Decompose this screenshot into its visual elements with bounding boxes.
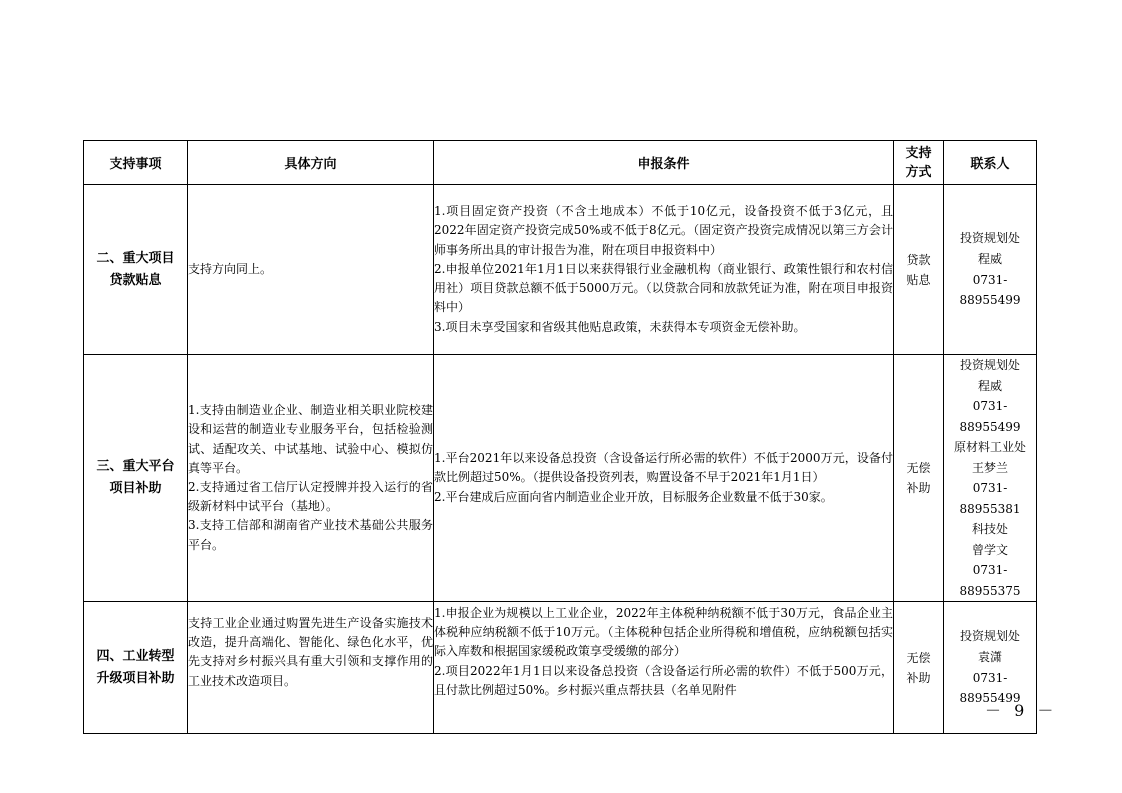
policy-table [83, 140, 1037, 734]
direction-text: 支持工业企业通过购置先进生产设备实施技术改造，提升高端化、智能化、绿色化水平，优先支持对乡村振兴具有重大引领和支撑作用的工业技术改造项目。 [188, 616, 433, 688]
contact-line: 袁潇 [977, 649, 1002, 664]
contact-line: 0731-88955381 [959, 481, 1021, 516]
category-line: 三、重大平台 [96, 459, 175, 474]
contact-line: 0731-88955375 [959, 563, 1021, 598]
header-method [894, 141, 944, 185]
contact-line: 0731-88955499 [959, 399, 1021, 434]
category-line: 二、重大项目 [96, 250, 175, 266]
contact-line: 科技处 [971, 522, 1008, 536]
contact-line: 0731-88955499 [959, 670, 1021, 706]
direction-item: 2.支持通过省工信厅认定授牌并投入运行的省级新材料中试平台（基地）。 [188, 480, 433, 514]
row-direction [188, 602, 434, 734]
contact-line: 曾学文 [971, 542, 1008, 557]
contact-line: 0731-88955499 [959, 272, 1021, 308]
category-line: 项目补助 [109, 481, 162, 496]
header-conditions: 申报条件 [434, 141, 894, 185]
method-line: 贷款 [906, 252, 931, 267]
header-support-item: 支持事项 [84, 141, 188, 185]
method-line: 补助 [906, 670, 931, 685]
contact-line: 投资规划处 [959, 358, 1020, 372]
header-contact: 联系人 [944, 141, 1037, 185]
table-row [84, 185, 1037, 355]
condition-item: 2.项目2022年1月1日以来设备总投资（含设备运行所必需的软件）不低于500万元，且付款比例超过50%。乡村振兴重点帮扶县（名单见附件 [434, 663, 893, 697]
method-line: 补助 [906, 481, 931, 495]
method-line: 无偿 [906, 650, 931, 665]
category-line: 升级项目补助 [96, 670, 175, 686]
condition-item: 1.项目固定资产投资（不含土地成本）不低于10亿元，设备投资不低于3亿元，且2022年固定资产投资完成50%或不低于8亿元。（固定资产投资完成情况以第三方会计师事务所出具的审计报告为准，附在项目申报资料中） [434, 204, 893, 257]
page-number: － 9 － [985, 701, 1058, 720]
row-direction [188, 355, 434, 602]
direction-text: 支持方向同上。 [188, 261, 273, 276]
condition-item: 3.项目未享受国家和省级其他贴息政策，未获得本专项资金无偿补助。 [434, 319, 806, 334]
row-conditions [434, 602, 894, 734]
contact-line: 王梦兰 [971, 460, 1008, 475]
row-conditions [434, 185, 894, 355]
row-category [84, 602, 188, 734]
contact-line: 投资规划处 [959, 230, 1020, 245]
direction-item: 3.支持工信部和湖南省产业技术基础公共服务平台。 [188, 518, 433, 552]
row-conditions [434, 355, 894, 602]
contact-line: 程威 [977, 378, 1002, 393]
row-category [84, 185, 188, 355]
header-method-text: 支持 方式 [905, 145, 932, 180]
condition-item: 2.平台建成后应面向省内制造业企业开放，目标服务企业数量不低于30家。 [434, 489, 833, 504]
table-header-row [84, 141, 1037, 185]
contact-line: 原材料工业处 [953, 440, 1026, 454]
row-method [894, 602, 944, 734]
condition-item: 1.申报企业为规模以上工业企业，2022年主体税种纳税额不低于30万元，食品企业主体税种应纳税额不低于10万元。（主体税种包括企业所得税和增值税，应纳税额包括实际入库数和根据国家缓税政策享受缓缴的部分） [434, 606, 893, 659]
row-method [894, 355, 944, 602]
table-row [84, 355, 1037, 602]
contact-line: 程威 [977, 251, 1002, 266]
condition-item: 1.平台2021年以来设备总投资（含设备运行所必需的软件）不低于2000万元，设备付款比例超过50%。（提供设备投资列表，购置设备不早于2021年1月1日） [434, 451, 893, 485]
method-line: 无偿 [906, 461, 931, 475]
row-contacts [944, 185, 1037, 355]
table-row [84, 602, 1037, 734]
row-method [894, 185, 944, 355]
conditions-clip [434, 604, 893, 732]
row-direction [188, 185, 434, 355]
category-line: 贷款贴息 [109, 272, 162, 288]
direction-item: 1.支持由制造业企业、制造业相关职业院校建设和运营的制造业专业服务平台，包括检验测试、适配攻关、中试基地、试验中心、模拟仿真等平台。 [188, 403, 433, 475]
row-category [84, 355, 188, 602]
header-direction: 具体方向 [188, 141, 434, 185]
method-line: 贴息 [906, 272, 931, 287]
category-line: 四、工业转型 [96, 648, 175, 664]
row-contacts [944, 355, 1037, 602]
condition-item: 2.申报单位2021年1月1日以来获得银行业金融机构（商业银行、政策性银行和农村信用社）项目贷款总额不低于5000万元。（以贷款合同和放款凭证为准，附在项目申报资料中） [434, 261, 893, 315]
contact-line: 投资规划处 [959, 628, 1020, 643]
